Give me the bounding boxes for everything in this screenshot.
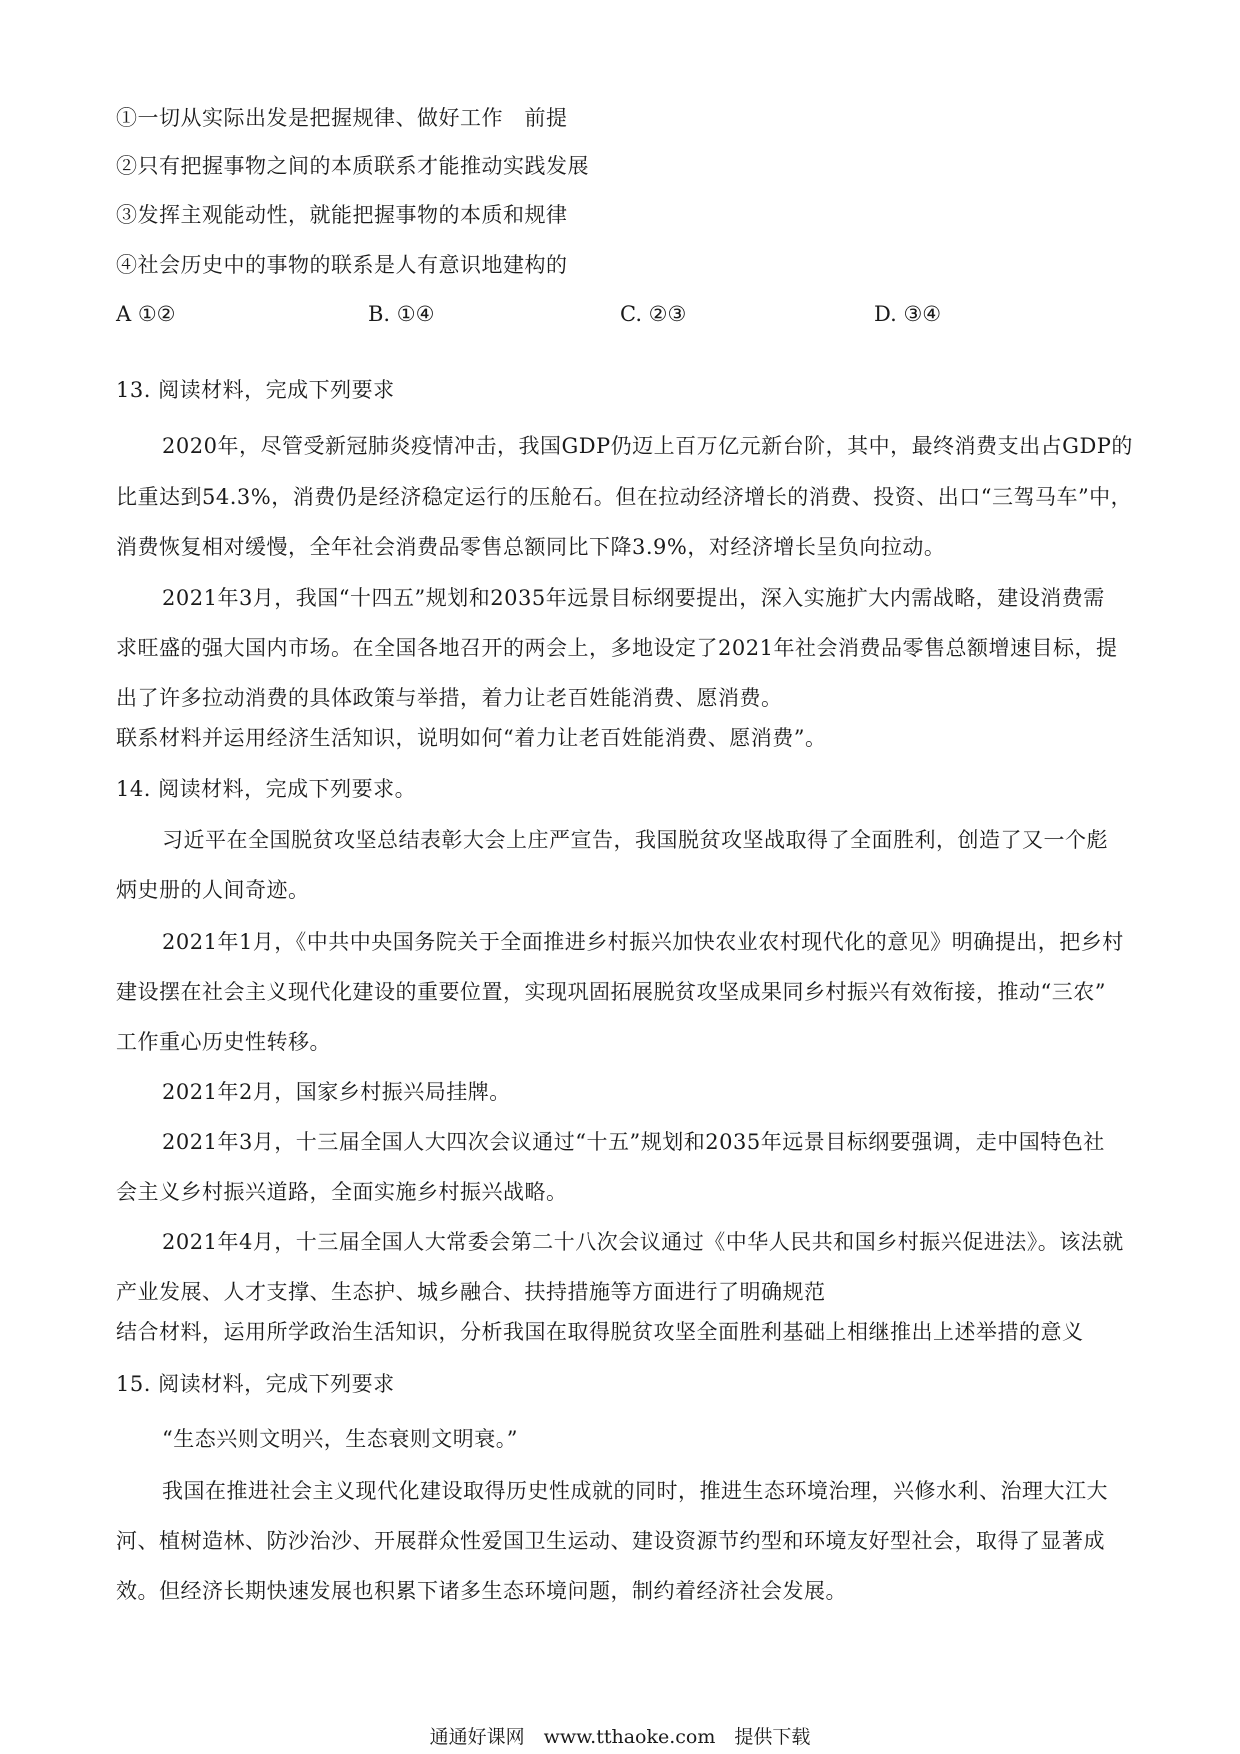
q14-p5-line2: 产业发展、人才支撑、生态护、城乡融合、扶持措施等方面进行了明确规范 <box>116 1280 826 1304</box>
q15-quote: “生态兴则文明兴，生态衰则文明衰。” <box>162 1427 518 1451</box>
q12-statement-1: ①一切从实际出发是把握规律、做好工作 前提 <box>116 106 568 130</box>
q13-task: 联系材料并运用经济生活知识，说明如何“着力让老百姓能消费、愿消费”。 <box>116 726 827 750</box>
q12-option-b: B. ①④ <box>368 302 435 326</box>
q14-p4-line2: 会主义乡村振兴道路，全面实施乡村振兴战略。 <box>116 1180 568 1204</box>
page-footer: 通通好课网 www.tthaoke.com 提供下载 <box>429 1726 811 1748</box>
q13-p2-line3: 出了许多拉动消费的具体政策与举措，着力让老百姓能消费、愿消费。 <box>116 686 783 710</box>
q13-header: 13. 阅读材料，完成下列要求 <box>116 378 395 402</box>
q15-header: 15. 阅读材料，完成下列要求 <box>116 1372 395 1396</box>
q14-p2-line3: 工作重心历史性转移。 <box>116 1030 331 1054</box>
q12-option-a: A ①② <box>116 302 176 326</box>
q14-p5-line1: 2021年4月，十三届全国人大常委会第二十八次会议通过《中华人民共和国乡村振兴促进法》。该法就 <box>162 1230 1124 1254</box>
q14-p3: 2021年2月，国家乡村振兴局挂牌。 <box>162 1080 511 1104</box>
q14-header: 14. 阅读材料，完成下列要求。 <box>116 777 417 801</box>
q14-p4-line1: 2021年3月，十三届全国人大四次会议通过“十五”规划和2035年远景目标纲要强调，走中国特色社 <box>162 1130 1105 1154</box>
q14-p1-line2: 炳史册的人间奇迹。 <box>116 878 310 902</box>
q13-p1-line2: 比重达到54.3%，消费仍是经济稳定运行的压舱石。但在拉动经济增长的消费、投资、出口“三驾马车”中， <box>116 485 1133 509</box>
q15-p1-line1: 我国在推进社会主义现代化建设取得历史性成就的同时，推进生态环境治理，兴修水利、治理大江大 <box>162 1479 1108 1503</box>
q12-statement-4: ④社会历史中的事物的联系是人有意识地建构的 <box>116 253 568 277</box>
q12-options <box>116 302 1016 330</box>
q14-task: 结合材料，运用所学政治生活知识，分析我国在取得脱贫攻坚全面胜利基础上相继推出上述举措的意义 <box>116 1320 1084 1344</box>
q12-statement-2: ②只有把握事物之间的本质联系才能推动实践发展 <box>116 154 589 178</box>
q14-p2-line2: 建设摆在社会主义现代化建设的重要位置，实现巩固拓展脱贫攻坚成果同乡村振兴有效衔接，推动“三农” <box>116 980 1106 1004</box>
q12-statement-3: ③发挥主观能动性，就能把握事物的本质和规律 <box>116 203 568 227</box>
q15-p1-line3: 效。但经济长期快速发展也积累下诸多生态环境问题，制约着经济社会发展。 <box>116 1579 847 1603</box>
q13-p1-line1: 2020年，尽管受新冠肺炎疫情冲击，我国GDP仍迈上百万亿元新台阶，其中，最终消费支出占GDP的 <box>162 434 1133 458</box>
q12-option-c: C. ②③ <box>620 302 687 326</box>
q15-p1-line2: 河、植树造林、防沙治沙、开展群众性爱国卫生运动、建设资源节约型和环境友好型社会，取得了显著成 <box>116 1529 1105 1553</box>
q13-p1-line3: 消费恢复相对缓慢，全年社会消费品零售总额同比下降3.9%，对经济增长呈负向拉动。 <box>116 535 946 559</box>
q14-p2-line1: 2021年1月，《中共中央国务院关于全面推进乡村振兴加快农业农村现代化的意见》明确提出，把乡村 <box>162 930 1124 954</box>
q13-p2-line1: 2021年3月，我国“十四五”规划和2035年远景目标纲要提出，深入实施扩大内需战略，建设消费需 <box>162 586 1105 610</box>
q14-p1-line1: 习近平在全国脱贫攻坚总结表彰大会上庄严宣告，我国脱贫攻坚战取得了全面胜利，创造了又一个彪 <box>162 828 1108 852</box>
q12-option-d: D. ③④ <box>874 302 942 326</box>
q13-p2-line2: 求旺盛的强大国内市场。在全国各地召开的两会上，多地设定了2021年社会消费品零售总额增速目标，提 <box>116 636 1118 660</box>
